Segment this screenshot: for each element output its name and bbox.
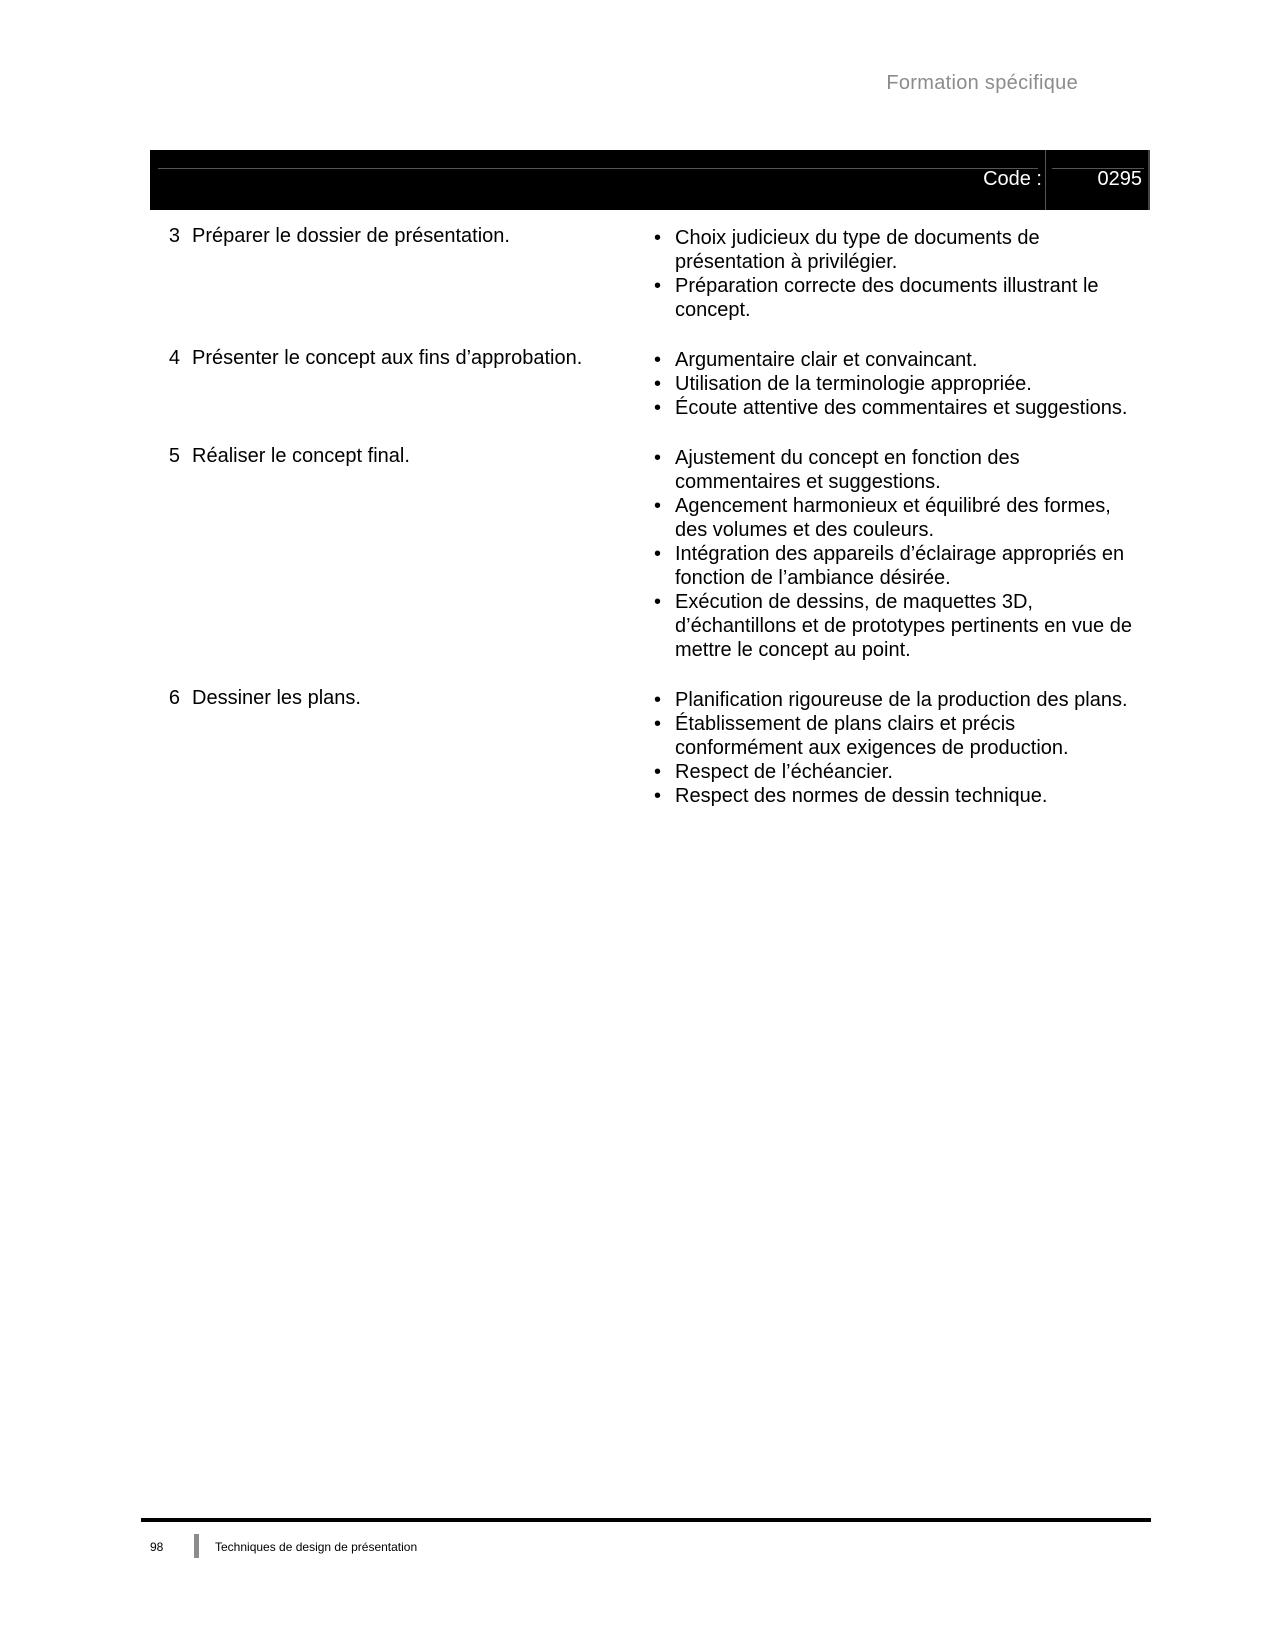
criteria-item: • Argumentaire clair et convaincant. <box>645 348 1145 372</box>
criteria-item: • Planification rigoureuse de la production des plans. <box>645 688 1145 712</box>
table-row <box>150 686 1150 808</box>
criteria-item: • Exécution de dessins, de maquettes 3D, d’échantillons et de prototypes pertinents en vue de mettre le concept au point. <box>645 590 1145 662</box>
code-bar-rule <box>158 168 1038 169</box>
step-text: Dessiner les plans. <box>192 687 361 709</box>
steps-table <box>150 224 1150 832</box>
footer-page-number: 98 <box>150 1540 164 1554</box>
step-number: 5 <box>168 445 180 467</box>
step-number: 6 <box>168 687 180 709</box>
footer-rule <box>141 1518 1151 1522</box>
table-row <box>150 346 1150 420</box>
page-header-section: Formation spécifique <box>886 72 1078 94</box>
footer-document-title: Techniques de design de présentation <box>215 1540 418 1554</box>
code-label: Code : <box>983 168 1042 190</box>
criteria-item: • Établissement de plans clairs et précis conformément aux exigences de production. <box>645 712 1145 760</box>
criteria-list <box>645 686 1145 808</box>
criteria-item: • Écoute attentive des commentaires et suggestions. <box>645 396 1145 420</box>
step-cell <box>150 346 645 420</box>
code-bar-divider <box>1045 150 1046 210</box>
criteria-list <box>645 444 1145 662</box>
criteria-item: • Ajustement du concept en fonction des commentaires et suggestions. <box>645 446 1145 494</box>
criteria-list <box>645 224 1145 322</box>
step-number: 3 <box>168 225 180 247</box>
table-row <box>150 444 1150 662</box>
criteria-list <box>645 346 1145 420</box>
criteria-item: • Intégration des appareils d’éclairage appropriés en fonction de l’ambiance désirée. <box>645 542 1145 590</box>
table-row <box>150 224 1150 322</box>
step-text: Présenter le concept aux fins d’approbation. <box>192 347 583 369</box>
step-cell <box>150 444 645 662</box>
criteria-item: • Choix judicieux du type de documents de présentation à privilégier. <box>645 226 1145 274</box>
criteria-item: • Agencement harmonieux et équilibré des formes, des volumes et des couleurs. <box>645 494 1145 542</box>
code-value: 0295 <box>1097 168 1142 190</box>
step-number: 4 <box>168 347 180 369</box>
criteria-item: • Utilisation de la terminologie appropriée. <box>645 372 1145 396</box>
criteria-item: • Préparation correcte des documents illustrant le concept. <box>645 274 1145 322</box>
code-bar <box>150 150 1150 210</box>
step-cell <box>150 224 645 322</box>
step-text: Préparer le dossier de présentation. <box>192 225 510 247</box>
step-cell <box>150 686 645 808</box>
footer-separator <box>194 1534 199 1558</box>
criteria-item: • Respect des normes de dessin technique. <box>645 784 1145 808</box>
code-bar-edge <box>1148 150 1150 210</box>
criteria-item: • Respect de l’échéancier. <box>645 760 1145 784</box>
step-text: Réaliser le concept final. <box>192 445 410 467</box>
